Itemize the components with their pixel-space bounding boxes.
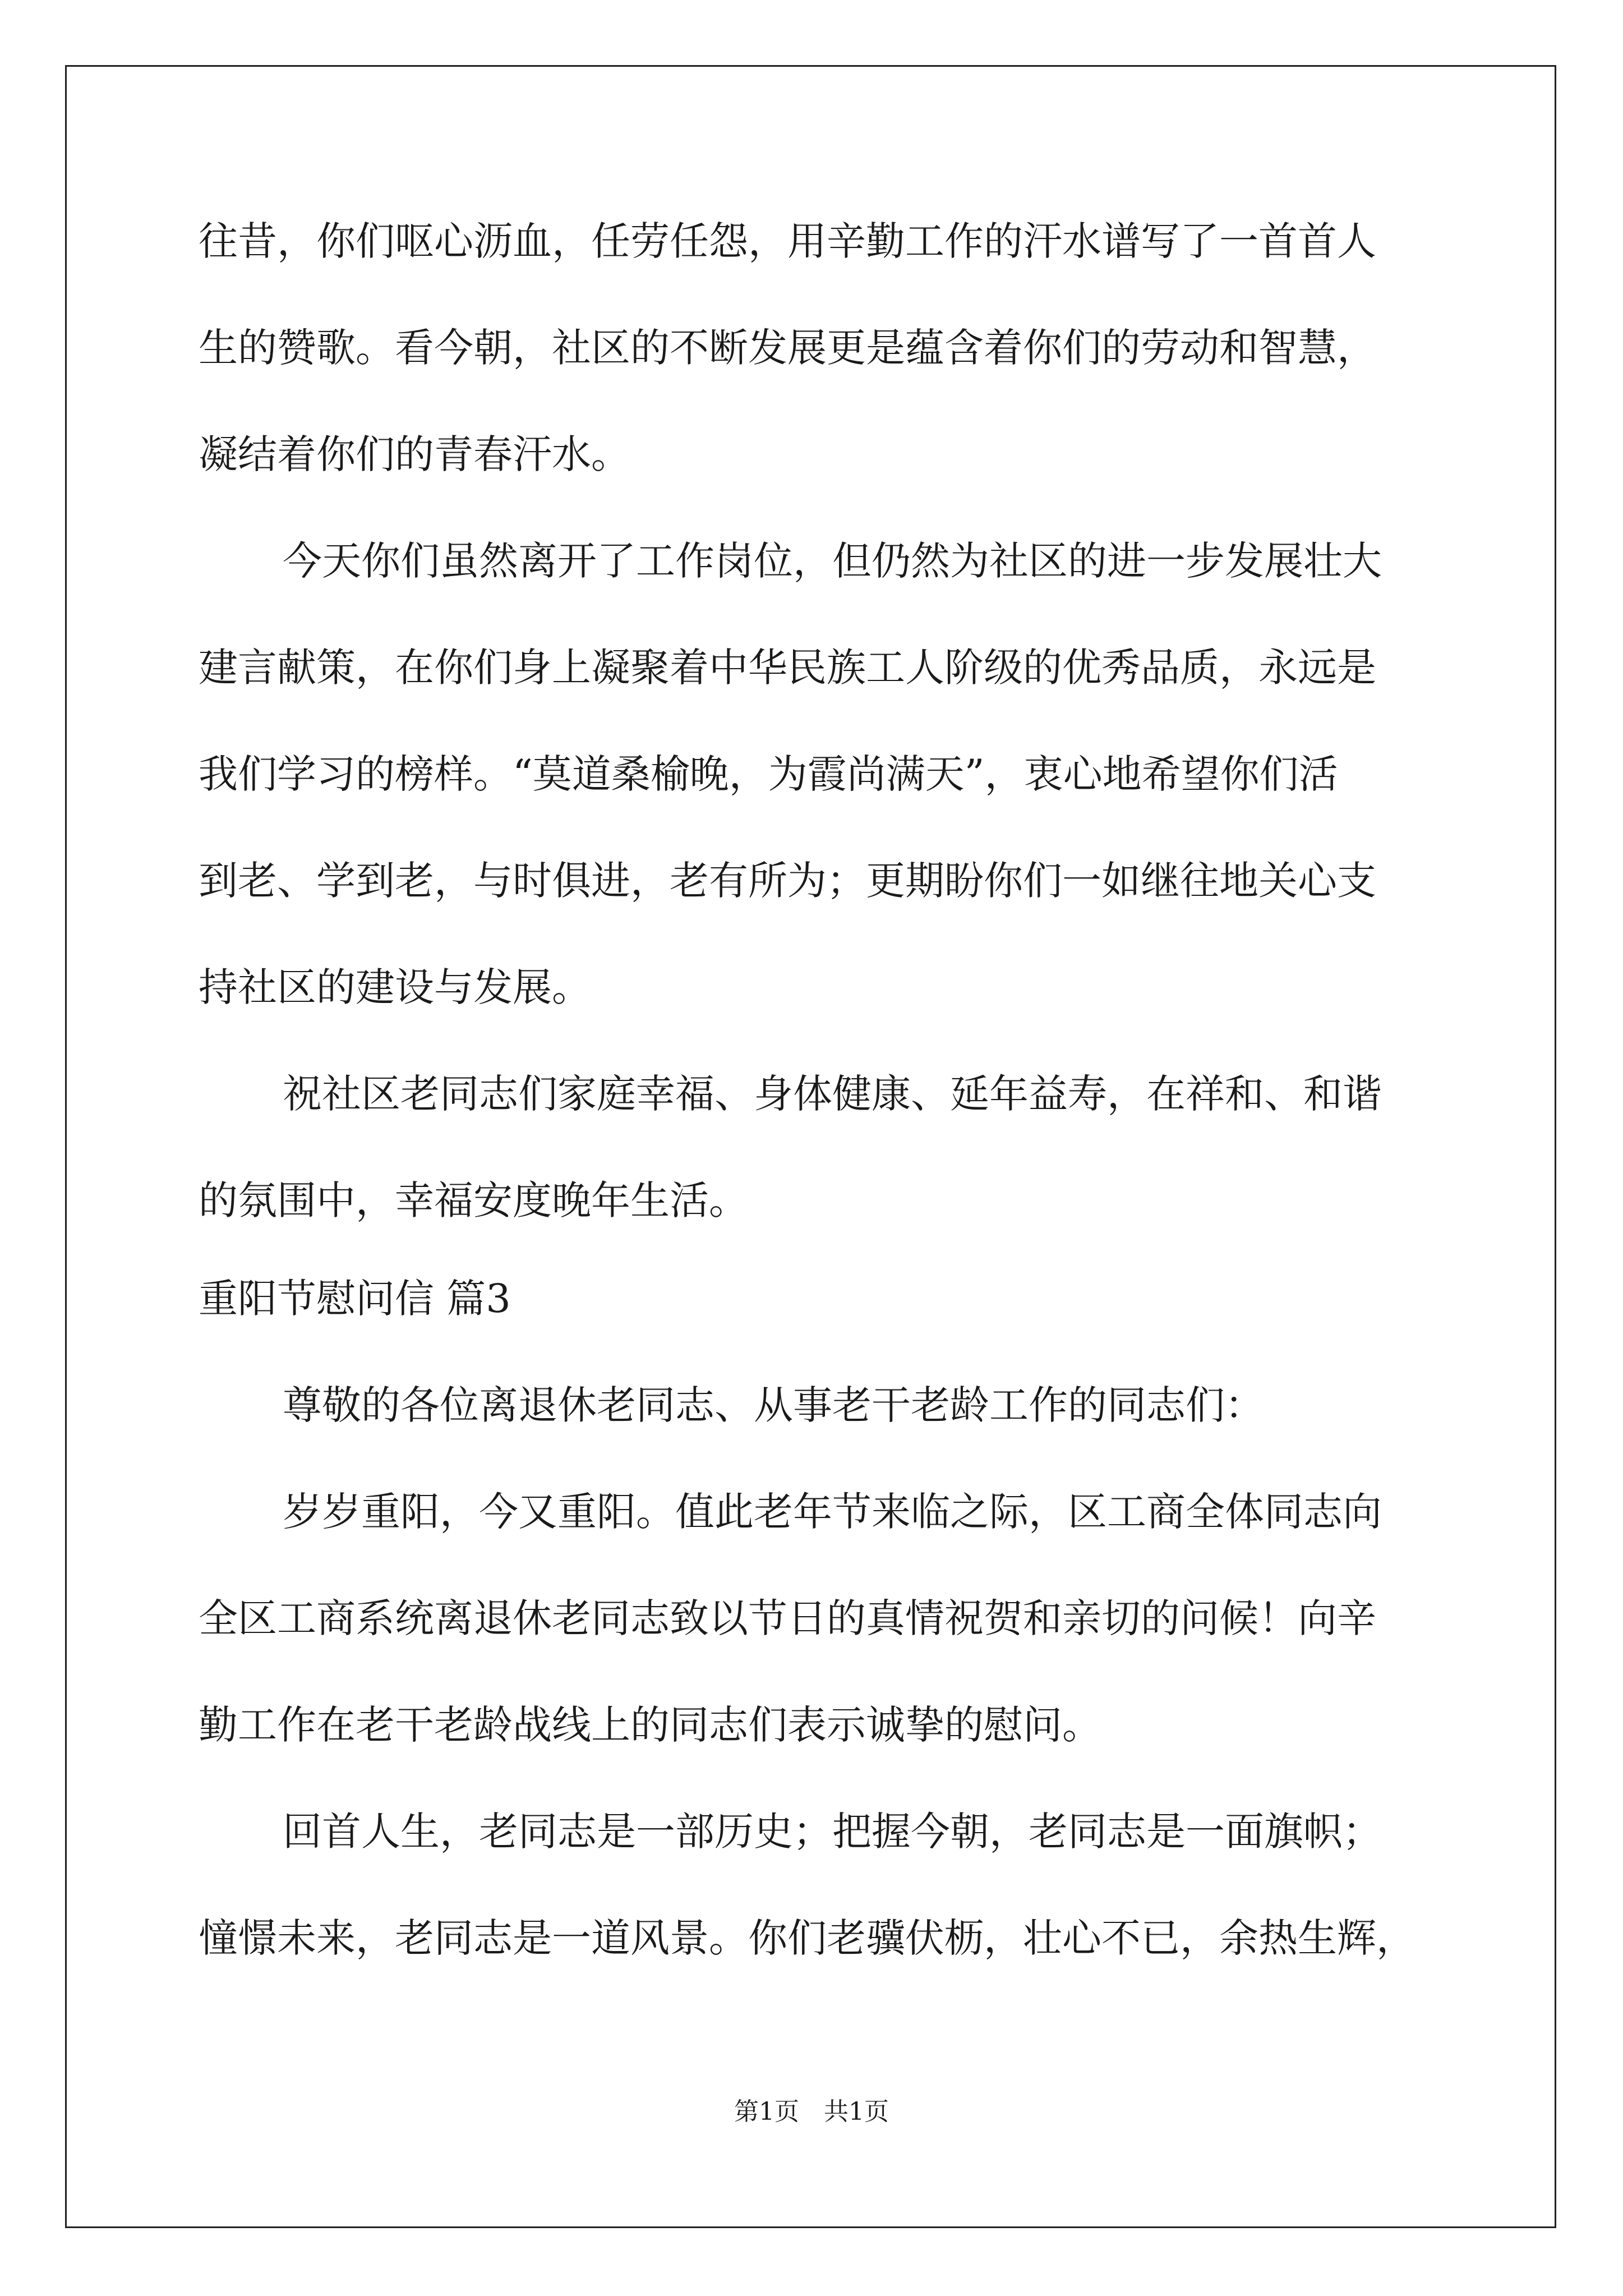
paragraph-line: 生的赞歌。看今朝，社区的不断发展更是蕴含着你们的劳动和智慧， — [199, 325, 1376, 371]
paragraph-line: 的氛围中，幸福安度晚年生活。 — [199, 1177, 748, 1223]
paragraph-line: 往昔，你们呕心沥血，任劳任怨，用辛勤工作的汗水谱写了一首首人 — [199, 218, 1376, 264]
paragraph-line: 祝社区老同志们家庭幸福、身体健康、延年益寿，在祥和、和谐 — [283, 1071, 1382, 1117]
paragraph-line: 回首人生，老同志是一部历史；把握今朝，老同志是一面旗帜； — [283, 1809, 1382, 1855]
paragraph-line: 到老、学到老，与时俱进，老有所为；更期盼你们一如继往地关心支 — [199, 858, 1376, 904]
paragraph-line: 持社区的建设与发展。 — [199, 964, 591, 1010]
paragraph-line: 岁岁重阳，今又重阳。值此老年节来临之际，区工商全体同志向 — [283, 1489, 1382, 1535]
section-heading: 重阳节慰问信 篇3 — [199, 1276, 511, 1322]
paragraph-line: 勤工作在老干老龄战线上的同志们表示诚挚的慰问。 — [199, 1702, 1101, 1748]
paragraph-line: 凝结着你们的青春汗水。 — [199, 431, 630, 477]
paragraph-line: 全区工商系统离退休老同志致以节日的真情祝贺和亲切的问候！向辛 — [199, 1595, 1376, 1641]
paragraph-line: 今天你们虽然离开了工作岗位，但仍然为社区的进一步发展壮大 — [283, 538, 1382, 584]
page-number-footer: 第1页 共1页 — [734, 2097, 889, 2126]
paragraph-line: 我们学习的榜样。“莫道桑榆晚，为霞尚满天”，衷心地希望你们活 — [199, 751, 1338, 797]
paragraph-line: 建言献策，在你们身上凝聚着中华民族工人阶级的优秀品质，永远是 — [199, 645, 1376, 691]
paragraph-line: 憧憬未来，老同志是一道风景。你们老骥伏枥，壮心不已，余热生辉， — [199, 1915, 1415, 1961]
salutation-line: 尊敬的各位离退休老同志、从事老干老龄工作的同志们： — [283, 1382, 1264, 1428]
page-frame — [65, 65, 1556, 2228]
